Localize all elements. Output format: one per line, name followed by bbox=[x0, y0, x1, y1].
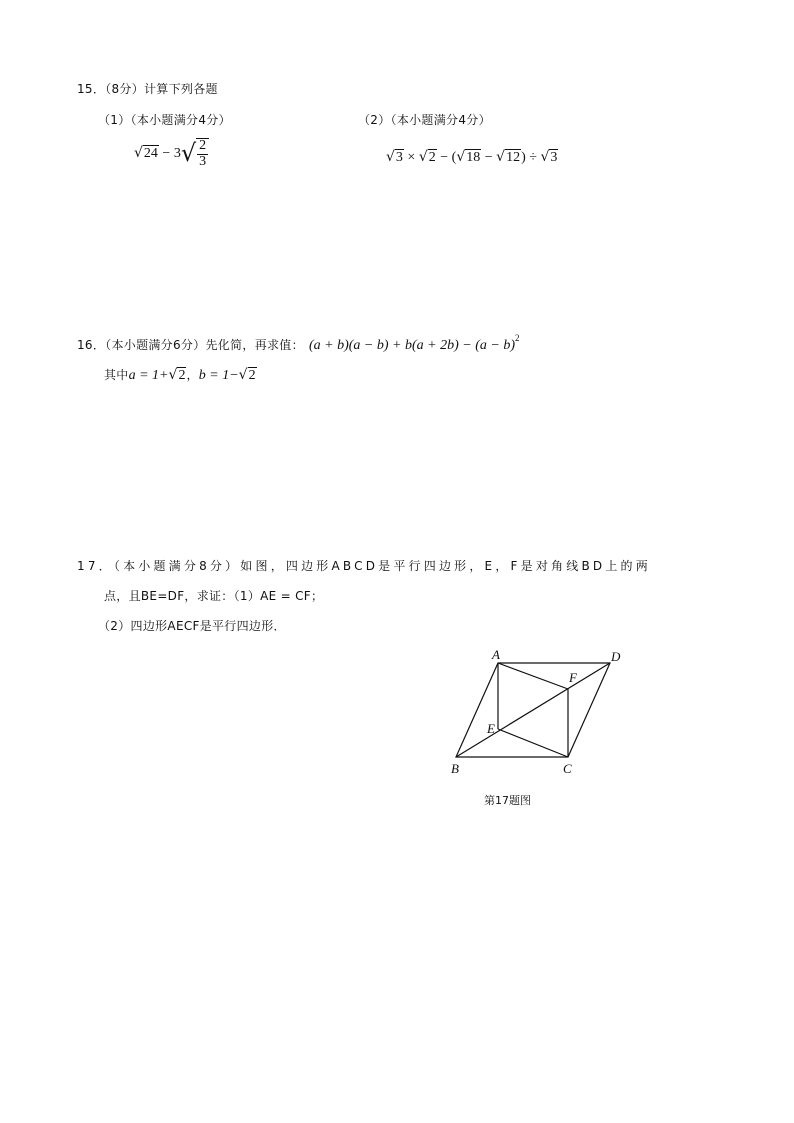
coefficient-3: 3 bbox=[173, 145, 181, 161]
label-b: B bbox=[451, 761, 459, 776]
label-c: C bbox=[563, 761, 572, 776]
q16-b-radicand: 2 bbox=[248, 368, 256, 383]
q15-expression-2: √3 × √2 − (√18 − √12) ÷ √3 bbox=[386, 149, 558, 165]
q16-header: 16．（本小题满分6分）先化简，再求值： bbox=[77, 338, 304, 352]
q16-b-lhs: b = 1− bbox=[198, 368, 239, 383]
sqrt-sign: √ bbox=[180, 138, 197, 167]
q16-exponent: 2 bbox=[514, 333, 520, 343]
label-a: A bbox=[492, 647, 500, 662]
sqrt-sign: √ bbox=[238, 367, 248, 383]
q15-expression-1 bbox=[134, 138, 209, 169]
sqrt-sign: √ bbox=[456, 149, 466, 165]
q16-line1 bbox=[77, 333, 519, 354]
q17-line1: 17．（本小题满分8分）如图，四边形ABCD是平行四边形，E，F是对角线BD上的两 bbox=[77, 559, 651, 573]
q16-separator: ， bbox=[186, 368, 199, 382]
label-e: E bbox=[487, 721, 495, 736]
figure-caption: 第17题图 bbox=[484, 794, 531, 807]
q16-a-lhs: a = 1+ bbox=[128, 368, 169, 383]
sqrt-sign: √ bbox=[418, 149, 428, 165]
q17-line3: （2）四边形AECF是平行四边形． bbox=[98, 619, 286, 633]
q15-part2-label: （2）（本小题满分4分） bbox=[358, 113, 491, 127]
q16-expression: (a + b)(a − b) + b(a + 2b) − (a − b) bbox=[309, 338, 515, 353]
segment-ec bbox=[498, 729, 568, 757]
q16-line2 bbox=[104, 364, 257, 384]
sqrt-sign: √ bbox=[496, 149, 506, 165]
sqrt-sign: √ bbox=[168, 367, 178, 383]
sqrt-sign: √ bbox=[386, 149, 395, 165]
sqrt-sign: √ bbox=[134, 144, 143, 161]
radicand-24: 24 bbox=[143, 145, 158, 161]
fraction-2-3: $\frac{2}{3}$ bbox=[196, 138, 209, 169]
sqrt-sign: √ bbox=[540, 149, 550, 165]
q15-header: 15．（8分）计算下列各题 bbox=[77, 82, 218, 96]
q16-a-radicand: 2 bbox=[178, 368, 186, 383]
q16-given-prefix: 其中 bbox=[104, 368, 129, 382]
segment-af bbox=[498, 663, 568, 689]
label-d: D bbox=[611, 649, 621, 664]
q17-parallelogram-figure bbox=[440, 645, 640, 815]
q15-part1-label: （1）（本小题满分4分） bbox=[98, 113, 231, 127]
minus-sign: − bbox=[162, 145, 171, 161]
label-f: F bbox=[569, 670, 577, 685]
q17-line2: 点，且BE=DF，求证：（1）AE = CF； bbox=[104, 589, 324, 603]
